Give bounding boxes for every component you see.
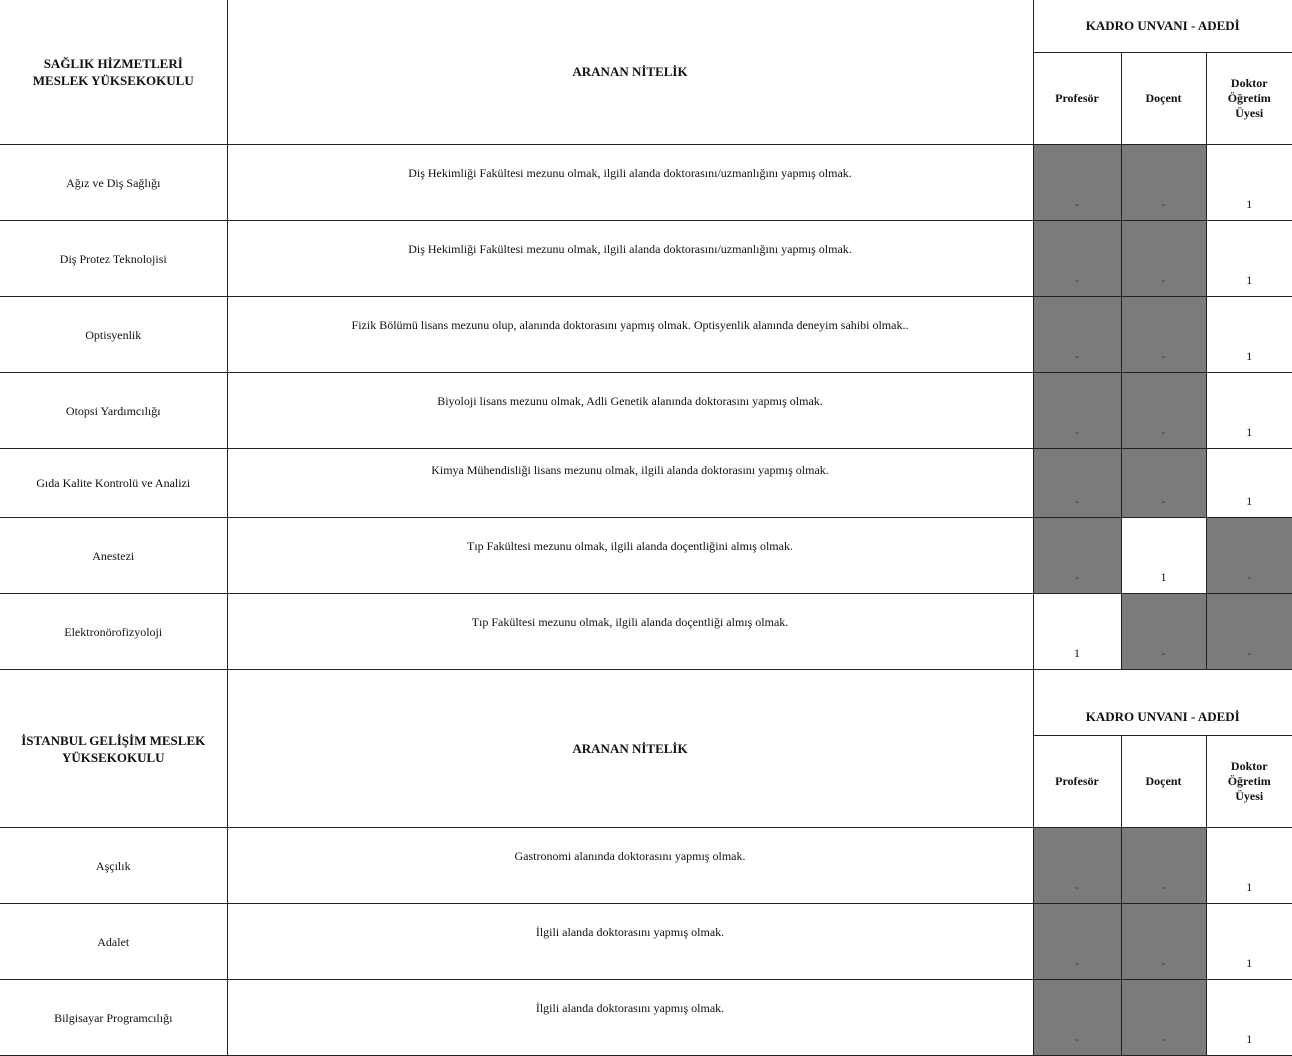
table-row (0, 904, 1292, 980)
doktor-header-line1: Doktor (1230, 76, 1268, 90)
doktor-count: 1 (1206, 145, 1292, 221)
kadro-unvani-header: KADRO UNVANI - ADEDİ (1033, 670, 1292, 736)
docent-header: Doçent (1121, 53, 1206, 145)
profesor-count: - (1033, 828, 1121, 904)
docent-count: - (1121, 594, 1206, 670)
doktor-count: 1 (1206, 373, 1292, 449)
qualification-text: Gastronomi alanında doktorasını yapmış olmak. (227, 828, 1033, 904)
school-name-line2: YÜKSEKOKULU (61, 749, 165, 765)
table-row (0, 449, 1292, 518)
docent-header: Doçent (1121, 736, 1206, 828)
school-name-line2: MESLEK YÜKSEKOKULU (32, 73, 194, 88)
profesor-count: - (1033, 518, 1121, 594)
doktor-header-line2: Öğretim (1227, 91, 1271, 105)
program-name: Anestezi (0, 518, 227, 594)
profesor-header: Profesör (1033, 53, 1121, 145)
docent-count: - (1121, 373, 1206, 449)
docent-count: - (1121, 904, 1206, 980)
doktor-count: 1 (1206, 449, 1292, 518)
doktor-count: 1 (1206, 297, 1292, 373)
program-name: Adalet (0, 904, 227, 980)
program-name: Elektronörofizyoloji (0, 594, 227, 670)
program-name: Diş Protez Teknolojisi (0, 221, 227, 297)
docent-count: - (1121, 221, 1206, 297)
profesor-count: - (1033, 221, 1121, 297)
doktor-count: 1 (1206, 980, 1292, 1056)
qualification-text: Biyoloji lisans mezunu olmak, Adli Genetik alanında doktorasını yapmış olmak. (227, 373, 1033, 449)
profesor-count: - (1033, 449, 1121, 518)
qualification-text: Diş Hekimliği Fakültesi mezunu olmak, ilgili alanda doktorasını/uzmanlığını yapmış olmak. (227, 221, 1033, 297)
qualification-text: Kimya Mühendisliği lisans mezunu olmak, ilgili alanda doktorasını yapmış olmak. (227, 449, 1033, 518)
program-name: Ağız ve Diş Sağlığı (0, 145, 227, 221)
doktor-count: 1 (1206, 221, 1292, 297)
kadro-unvani-header: KADRO UNVANI - ADEDİ (1033, 0, 1292, 53)
doktor-header (1206, 736, 1292, 828)
table-row (0, 373, 1292, 449)
docent-count: - (1121, 145, 1206, 221)
doktor-header-line3: Üyesi (1235, 789, 1264, 803)
school-name-gelisim (0, 670, 227, 828)
doktor-count: 1 (1206, 828, 1292, 904)
school-name-line1: İSTANBUL GELİŞİM MESLEK (21, 732, 206, 748)
qualification-text: Tıp Fakültesi mezunu olmak, ilgili alanda doçentliği almış olmak. (227, 594, 1033, 670)
table-row (0, 980, 1292, 1056)
table-row (0, 828, 1292, 904)
profesor-count: - (1033, 373, 1121, 449)
doktor-header-line3: Üyesi (1235, 106, 1264, 120)
qualification-text: Fizik Bölümü lisans mezunu olup, alanında doktorasını yapmış olmak. Optisyenlik alanında deneyim sahibi olmak.. (227, 297, 1033, 373)
school-name-line1: SAĞLIK HİZMETLERİ (43, 56, 183, 71)
school-name-saglik (0, 0, 227, 145)
table-row (0, 297, 1292, 373)
profesor-count: - (1033, 145, 1121, 221)
qualification-text: Diş Hekimliği Fakültesi mezunu olmak, ilgili alanda doktorasını/uzmanlığını yapmış olmak. (227, 145, 1033, 221)
profesor-count: 1 (1033, 594, 1121, 670)
profesor-count: - (1033, 904, 1121, 980)
profesor-header: Profesör (1033, 736, 1121, 828)
doktor-count: - (1206, 518, 1292, 594)
docent-count: 1 (1121, 518, 1206, 594)
doktor-count: - (1206, 594, 1292, 670)
program-name: Otopsi Yardımcılığı (0, 373, 227, 449)
doktor-count: 1 (1206, 904, 1292, 980)
qualification-text: İlgili alanda doktorasını yapmış olmak. (227, 980, 1033, 1056)
program-name: Bilgisayar Programcılığı (0, 980, 227, 1056)
program-name: Optisyenlik (0, 297, 227, 373)
table-row (0, 518, 1292, 594)
table-row (0, 221, 1292, 297)
profesor-count: - (1033, 980, 1121, 1056)
doktor-header-line1: Doktor (1230, 759, 1268, 773)
profesor-count: - (1033, 297, 1121, 373)
table-row (0, 594, 1292, 670)
docent-count: - (1121, 828, 1206, 904)
docent-count: - (1121, 297, 1206, 373)
qualification-text: Tıp Fakültesi mezunu olmak, ilgili alanda doçentliğini almış olmak. (227, 518, 1033, 594)
doktor-header (1206, 53, 1292, 145)
docent-count: - (1121, 980, 1206, 1056)
aranan-nitelik-header: ARANAN NİTELİK (227, 670, 1033, 828)
aranan-nitelik-header: ARANAN NİTELİK (227, 0, 1033, 145)
program-name: Gıda Kalite Kontrolü ve Analizi (0, 449, 227, 518)
qualification-text: İlgili alanda doktorasını yapmış olmak. (227, 904, 1033, 980)
program-name: Aşçılık (0, 828, 227, 904)
doktor-header-line2: Öğretim (1227, 774, 1271, 788)
table-row (0, 145, 1292, 221)
docent-count: - (1121, 449, 1206, 518)
